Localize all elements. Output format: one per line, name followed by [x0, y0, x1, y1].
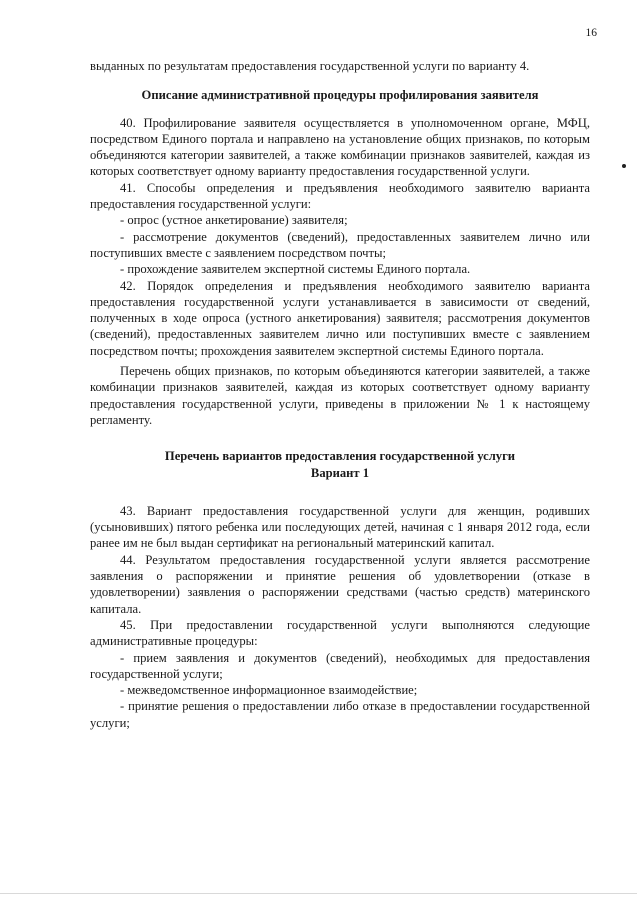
list-item-45-2: - межведомственное информационное взаимодействие; — [120, 683, 418, 698]
paragraph-44: 44. Результатом предоставления государственной услуги является рассмотрение заявления о распоряжении и принятие решения об удовлетворении (отказе в удовлетворении) заявления о распоряжении средствами (частью средств) материнского капитала. — [90, 552, 590, 616]
heading-profiling: Описание административной процедуры профилирования заявителя — [141, 88, 539, 103]
lead-paragraph: выданных по результатам предоставления государственной услуги по варианту 4. — [90, 59, 530, 73]
paragraph-41: 41. Способы определения и предъявления необходимого заявителю варианта предоставления государственной услуги: — [90, 180, 590, 212]
list-item-45-3: - принятие решения о предоставлении либо отказе в предоставлении государственной услуги; — [90, 699, 590, 730]
paragraph-40: 40. Профилирование заявителя осуществляется в уполномоченном органе, МФЦ, посредством Единого портала и направлено на установление общих признаков, по которым объединяются категории заявителей, а также комбинации признаков заявителей, каждая из которых соответствует одному варианту предоставления государственной услуги. — [90, 115, 590, 179]
scan-speck — [622, 164, 626, 168]
scan-artifact-line — [0, 893, 637, 894]
heading-variants: Перечень вариантов предоставления государственной услуги — [164, 449, 516, 464]
page-number: 16 — [585, 27, 597, 39]
paragraph-43: 43. Вариант предоставления государственной услуги для женщин, родивших (усыновивших) пятого ребенка или последующих детей, начиная с 1 января 2012 года, если ранее им не был выдан сертификат на региональный материнский капитал. — [90, 503, 590, 551]
list-item-41-1: - опрос (устное анкетирование) заявителя; — [120, 213, 348, 228]
paragraph-45: 45. При предоставлении государственной услуги выполняются следующие административные процедуры: — [90, 617, 590, 649]
list-item-41-2: - рассмотрение документов (сведений), предоставленных заявителем лично или поступивших вместе с заявлением посредством почты; — [90, 229, 590, 260]
heading-variant-1: Вариант 1 — [310, 465, 370, 480]
paragraph-criteria-list: Перечень общих признаков, по которым объединяются категории заявителей, а также комбинации признаков заявителей, каждая из которых соответствует одному варианту предоставления государственной услуги, приведены в приложении № 1 к настоящему регламенту. — [90, 364, 590, 427]
list-item-45-1: - прием заявления и документов (сведений), необходимых для предоставления государственной услуги; — [90, 650, 590, 681]
paragraph-42: 42. Порядок определения и предъявления необходимого заявителю варианта предоставления государственной услуги устанавливается в зависимости от сведений, полученных в ходе опроса (устного анкетирования) заявителя; рассмотрения документов (сведений), предоставленных заявителем лично или поступивших вместе с заявлением посредством почты; прохождения заявителем экспертной системы Единого портала. — [90, 278, 590, 358]
document-body — [90, 58, 590, 731]
list-item-41-3: - прохождение заявителем экспертной системы Единого портала. — [120, 262, 471, 277]
